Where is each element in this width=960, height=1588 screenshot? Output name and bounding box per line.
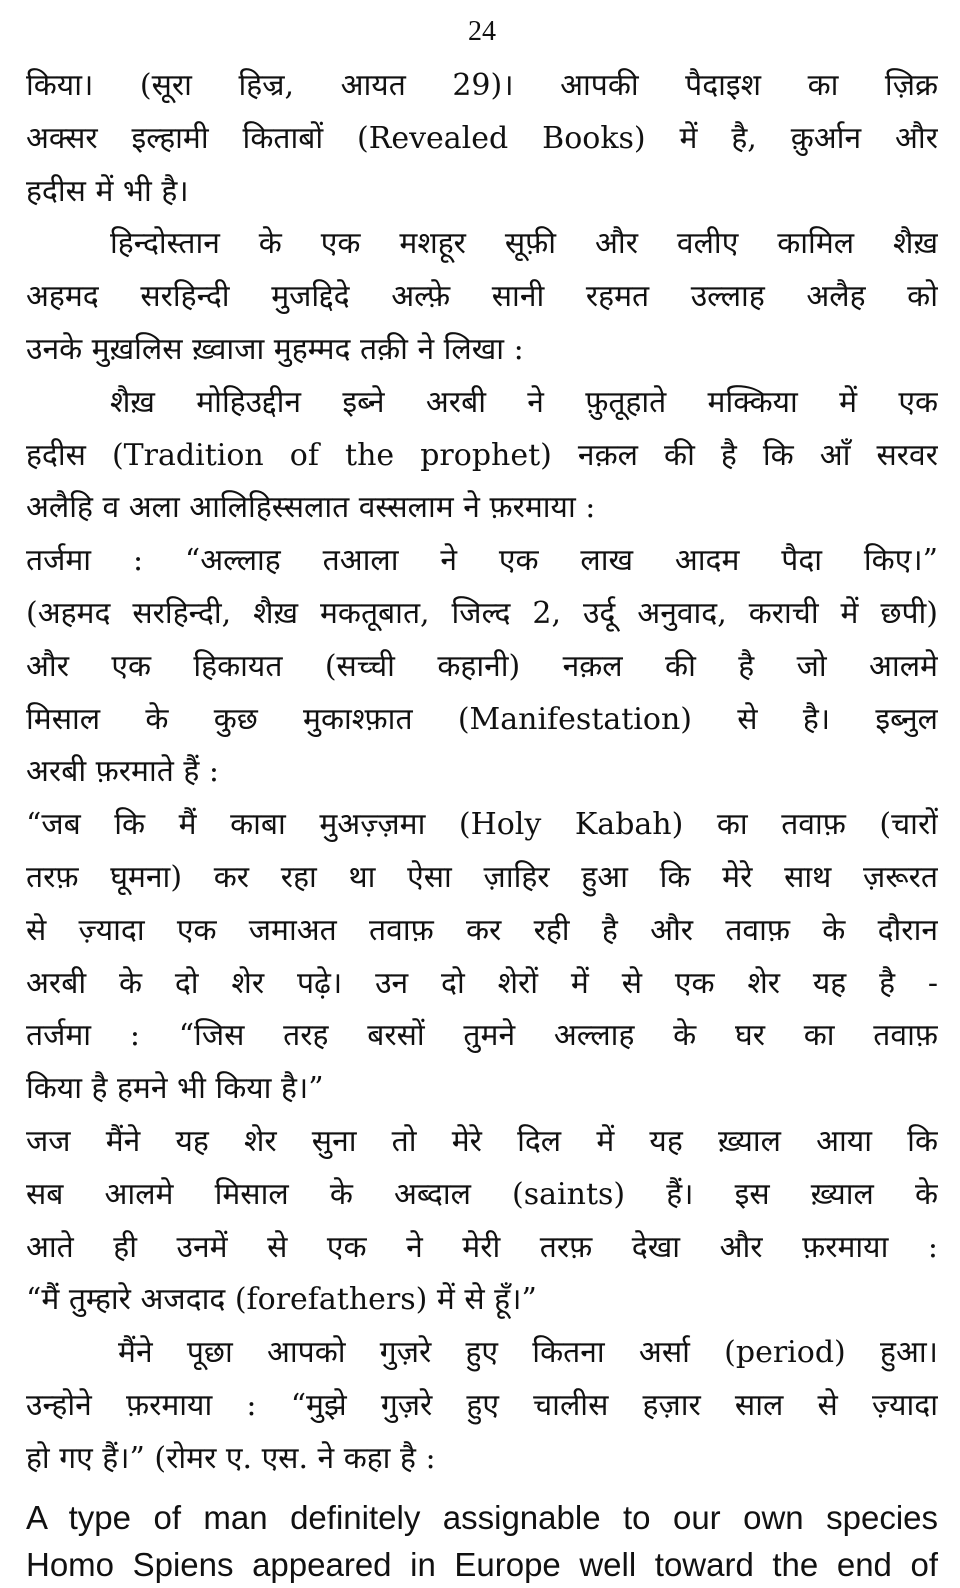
english-line: Homo Spiens appeared in Europe well toward the end of — [26, 1545, 938, 1583]
text-line: अरबी फ़रमाते हैं : — [26, 754, 219, 790]
english-line: A type of man definitely assignable to our own species — [26, 1498, 938, 1536]
translation-line: तर्जमा : “अल्लाह तआला ने एक लाख आदम पैदा किए।” — [26, 543, 938, 579]
text-line: उनके मुख़लिस ख़्वाजा मुहम्मद तक़ी ने लिखा : — [26, 331, 524, 367]
quote-line: तरफ़ घूमना) कर रहा था ऐसा ज़ाहिर हुआ कि मेरे साथ ज़रूरत — [26, 859, 938, 895]
paragraph-start-line: हिन्दोस्तान के एक मशहूर सूफ़ी और वलीए कामिल शैख़ — [110, 226, 938, 262]
quote-line: “मैं तुम्हारे अजदाद (forefathers) में से हूँ।” — [26, 1282, 537, 1318]
text-line: सब आलमे मिसाल के अब्दाल (saints) हैं। इस ख़्याल के — [26, 1176, 938, 1212]
text-line: मिसाल के कुछ मुकाश्फ़ात (Manifestation) से है। इब्नुल — [26, 701, 938, 737]
english-quote — [26, 1494, 938, 1588]
body-text — [26, 60, 938, 1486]
text-line: किया। (सूरा हिज्र, आयत 29)। आपकी पैदाइश का ज़िक्र — [26, 68, 938, 103]
text-line: हो गए हैं।” (रोमर ए. एस. ने कहा है : — [26, 1440, 436, 1476]
citation-line: (अहमद सरहिन्दी, शैख़ मकतूबात, जिल्द 2, उर्दू अनुवाद, कराची में छपी) — [26, 595, 938, 631]
translation-line: तर्जमा : “जिस तरह बरसों तुमने अल्लाह के घर का तवाफ़ — [26, 1018, 938, 1054]
paragraph-start-line: मैंने पूछा आपको गुज़रे हुए कितना अर्सा (period) हुआ। — [118, 1335, 938, 1371]
quote-line: “जब कि मैं काबा मुअज़्ज़मा (Holy Kabah) का तवाफ़ (चारों — [26, 807, 938, 843]
text-line: उन्होने फ़रमाया : “मुझे गुज़रे हुए चालीस हज़ार साल से ज़्यादा — [26, 1387, 938, 1423]
text-line: हदीस में भी है। — [26, 173, 189, 209]
page-number: 24 — [468, 16, 496, 47]
text-line: हदीस (Tradition of the prophet) नक़ल की है कि आँ सरवर — [26, 437, 938, 473]
text-line: अहमद सरहिन्दी मुजद्दिदे अल्फ़े सानी रहमत उल्लाह अलैह को — [26, 279, 938, 315]
text-line: आते ही उनमें से एक ने मेरी तरफ़ देखा और फ़रमाया : — [26, 1229, 938, 1265]
quote-line: अरबी के दो शेर पढ़े। उन दो शेरों में से एक शेर यह है - — [26, 965, 938, 1001]
text-line: अक्सर इल्हामी किताबों (Revealed Books) में है, क़ुर्आन और — [26, 120, 938, 156]
paragraph-start-line: शैख़ मोहिउद्दीन इब्ने अरबी ने फ़ुतूहाते मक्किया में एक — [110, 384, 938, 420]
text-line: और एक हिकायत (सच्ची कहानी) नक़ल की है जो आलमे — [26, 648, 938, 684]
text-line: जज मैंने यह शेर सुना तो मेरे दिल में यह ख़्याल आया कि — [26, 1123, 938, 1159]
quote-line: से ज़्यादा एक जमाअत तवाफ़ कर रही है और तवाफ़ के दौरान — [26, 912, 938, 948]
text-line: अलैहि व अला आलिहिस्सलात वस्सलाम ने फ़रमाया : — [26, 490, 596, 526]
quote-line: किया है हमने भी किया है।” — [26, 1071, 324, 1107]
